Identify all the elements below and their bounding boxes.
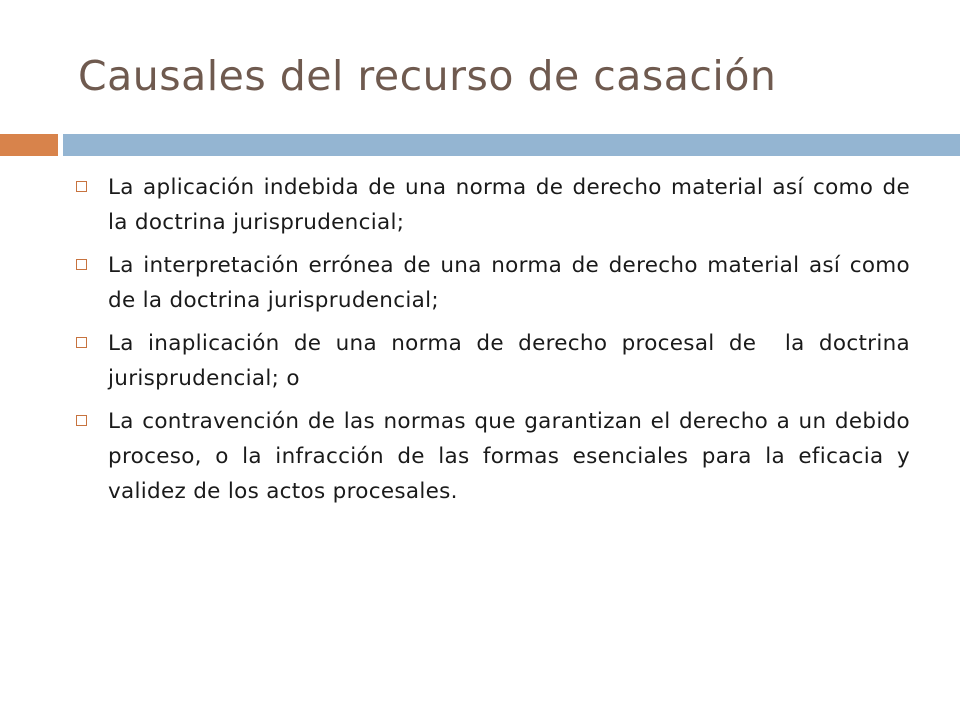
title-accent-bar-blue bbox=[63, 134, 960, 156]
list-item-text: La contravención de las normas que garantizan el derecho a un debido proceso, o la infracción de las formas esenciales para la eficacia y validez de los actos procesales. bbox=[108, 409, 910, 504]
list-item-text: La interpretación errónea de una norma de derecho material así como de la doctrina jurisprudencial; bbox=[108, 253, 910, 313]
list-item-text: La inaplicación de una norma de derecho procesal de la doctrina jurisprudencial; o bbox=[108, 331, 918, 391]
slide-title: Causales del recurso de casación bbox=[78, 52, 777, 100]
title-accent-bar-orange bbox=[0, 134, 58, 156]
list-item bbox=[76, 404, 910, 509]
hollow-square-icon bbox=[76, 259, 87, 270]
bullet-list bbox=[76, 170, 918, 517]
hollow-square-icon bbox=[76, 181, 87, 192]
list-item bbox=[76, 170, 910, 240]
list-item bbox=[76, 248, 910, 318]
list-item bbox=[76, 326, 918, 396]
list-item-text: La aplicación indebida de una norma de derecho material así como de la doctrina jurisprudencial; bbox=[108, 175, 910, 235]
hollow-square-icon bbox=[76, 415, 87, 426]
hollow-square-icon bbox=[76, 337, 87, 348]
